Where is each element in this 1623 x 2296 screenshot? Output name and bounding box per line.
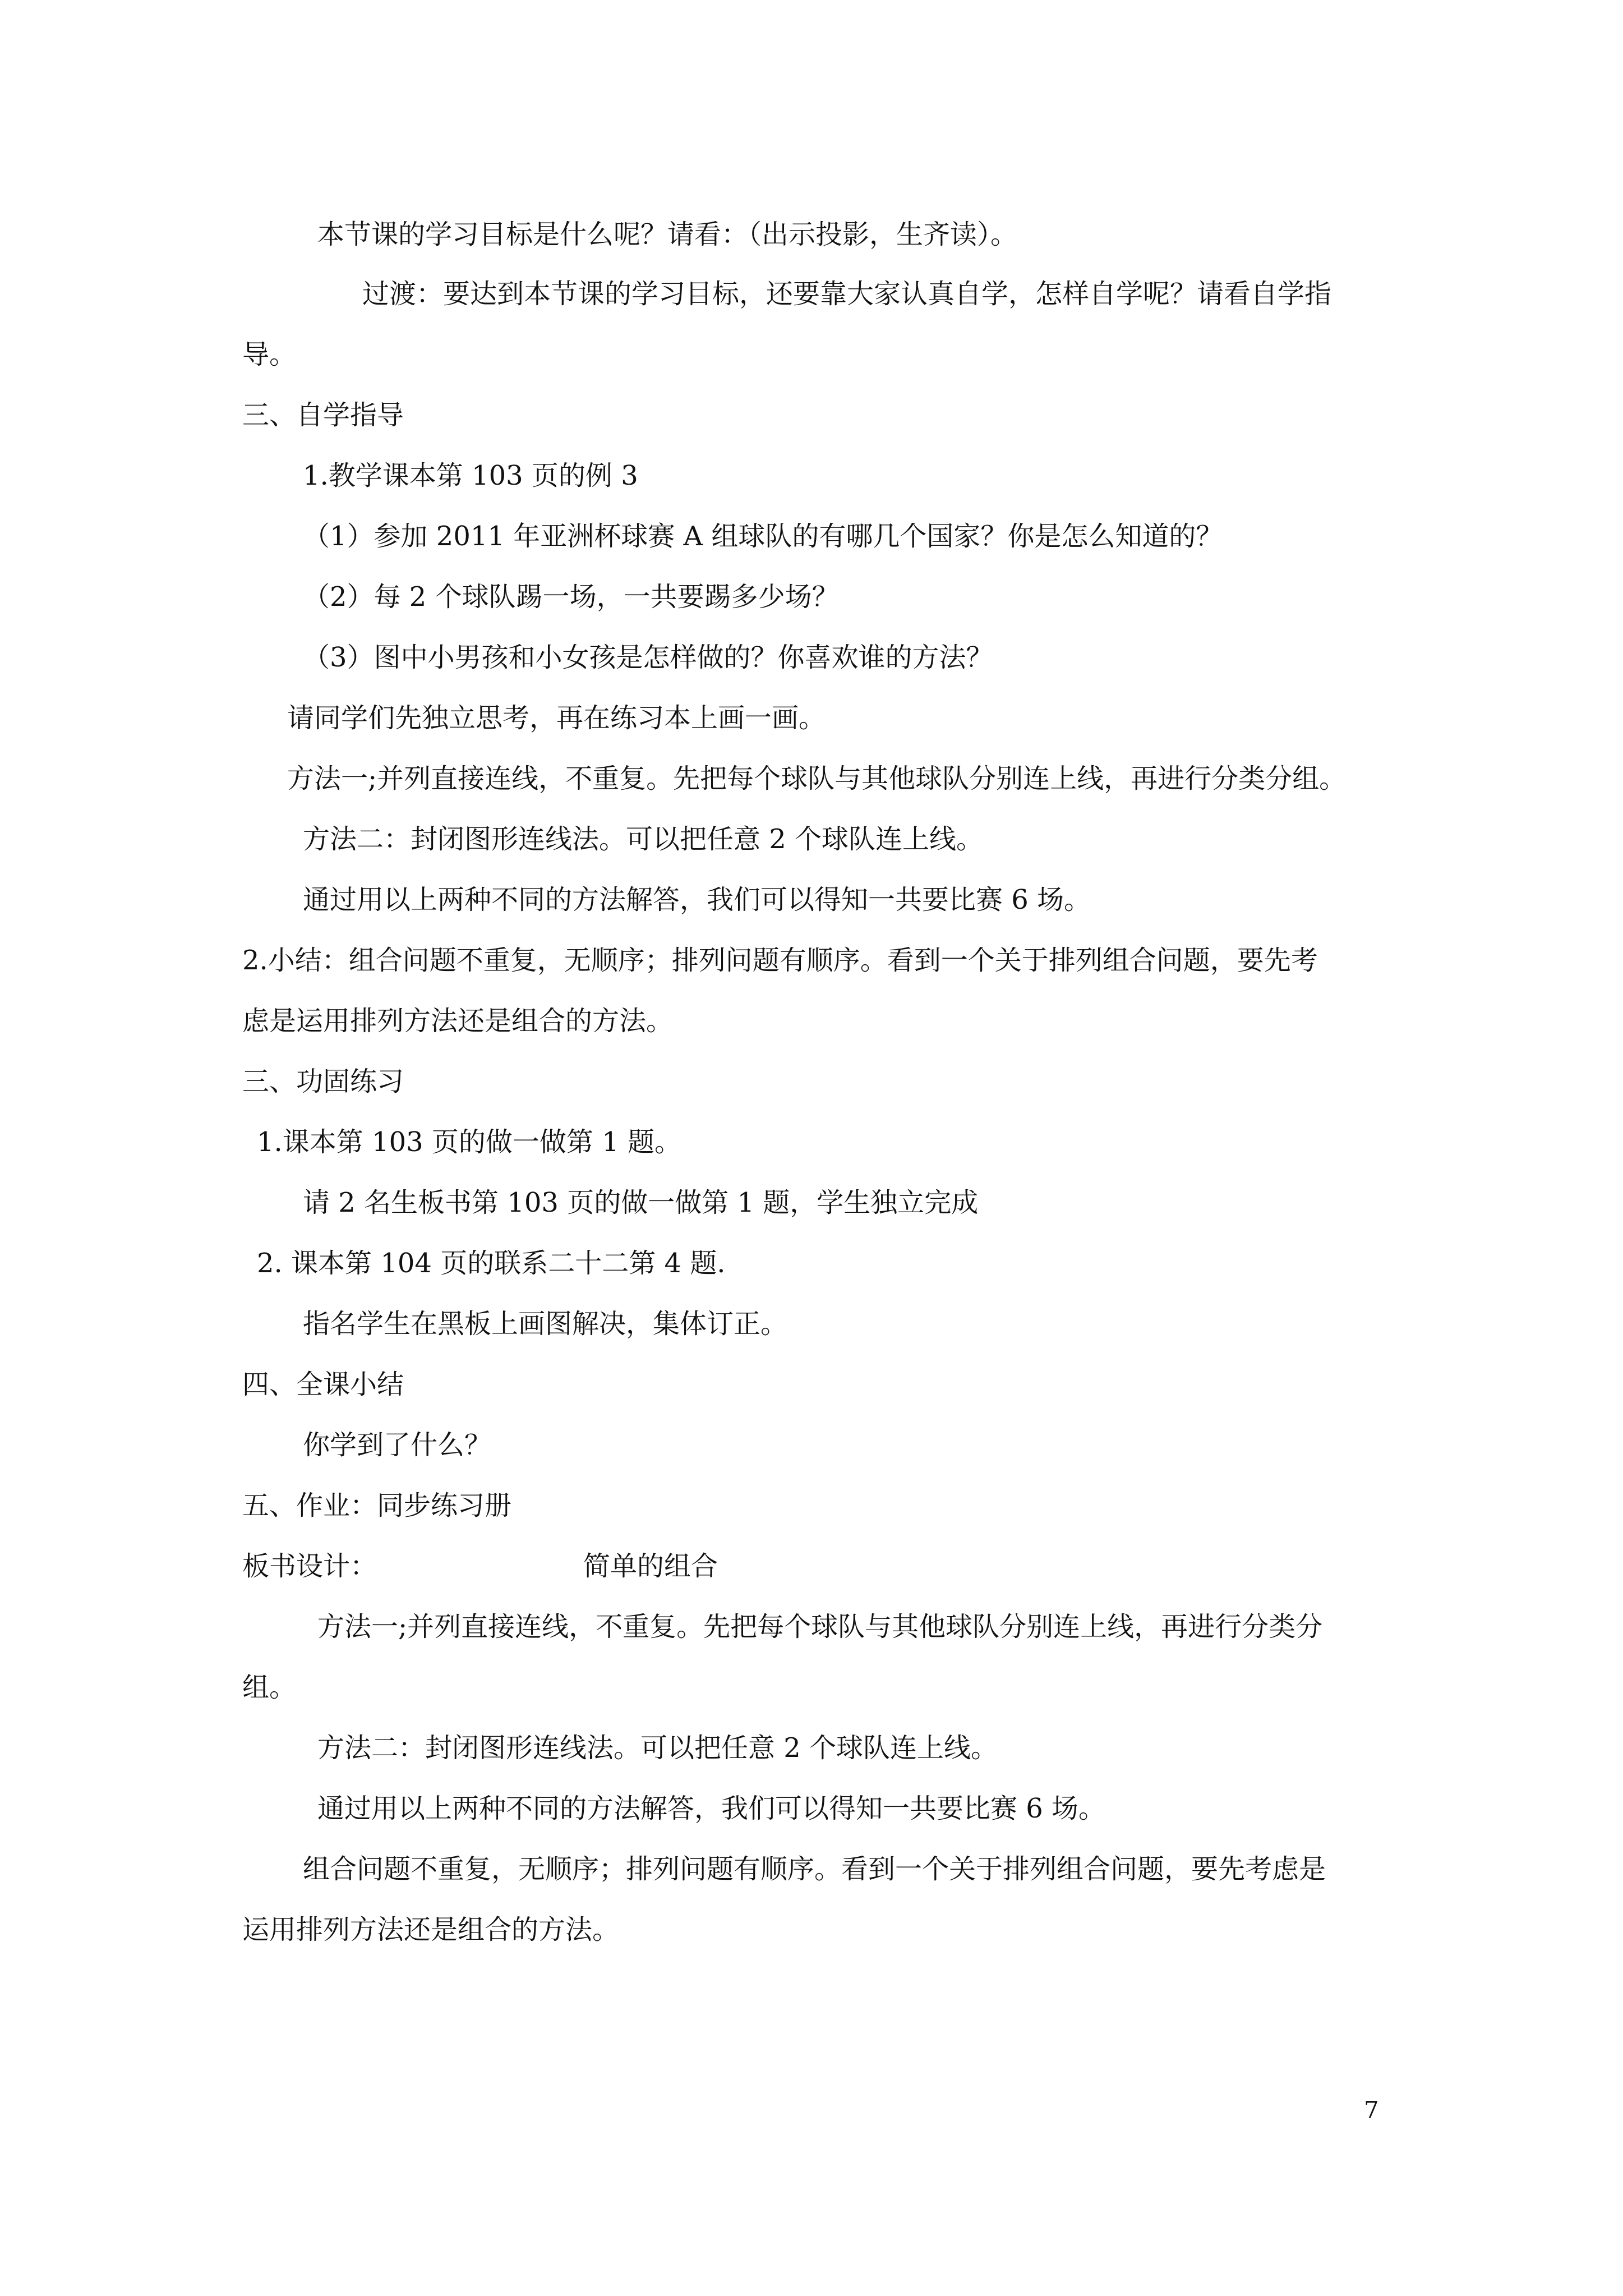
- section-heading-practice: 三、功固练习: [242, 1066, 404, 1097]
- practice-item-1: 1.课本第 103 页的做一做第 1 题。: [257, 1126, 681, 1158]
- practice-note-2: 指名学生在黑板上画图解决，集体订正。: [303, 1308, 788, 1340]
- summary-question: 你学到了什么？: [303, 1429, 492, 1461]
- board-method-two: 方法二：封闭图形连线法。可以把任意 2 个球队连上线。: [317, 1732, 998, 1764]
- conclusion-six-matches: 通过用以上两种不同的方法解答，我们可以得知一共要比赛 6 场。: [303, 884, 1091, 915]
- question-3: （3）图中小男孩和小女孩是怎样做的？你喜欢谁的方法？: [303, 642, 993, 673]
- method-one: 方法一;并列直接连线，不重复。先把每个球队与其他球队分别连上线，再进行分类分组。: [287, 763, 1347, 794]
- paragraph-transition-continued: 导。: [242, 339, 297, 370]
- method-two: 方法二：封闭图形连线法。可以把任意 2 个球队连上线。: [303, 823, 984, 855]
- practice-note-1: 请 2 名生板书第 103 页的做一做第 1 题，学生独立完成: [303, 1187, 979, 1218]
- board-method-one-continued: 组。: [242, 1672, 297, 1703]
- paragraph-think-and-draw: 请同学们先独立思考，再在练习本上画一画。: [287, 702, 826, 734]
- board-summary: 组合问题不重复，无顺序；排列问题有顺序。看到一个关于排列组合问题，要先考虑是: [303, 1853, 1326, 1885]
- board-design-label: 板书设计：: [242, 1550, 377, 1582]
- paragraph-learning-goal: 本节课的学习目标是什么呢？请看：（出示投影，生齐读）。: [317, 219, 1018, 250]
- section-heading-self-study: 三、自学指导: [242, 399, 404, 431]
- board-conclusion: 通过用以上两种不同的方法解答，我们可以得知一共要比赛 6 场。: [317, 1793, 1106, 1824]
- paragraph-transition: 过渡：要达到本节课的学习目标，还要靠大家认真自学，怎样自学呢？请看自学指: [362, 278, 1332, 310]
- page-number: 7: [1364, 2096, 1379, 2124]
- summary-item-continued: 虑是运用排列方法还是组合的方法。: [242, 1005, 674, 1037]
- board-summary-continued: 运用排列方法还是组合的方法。: [242, 1914, 620, 1945]
- summary-item: 2.小结：组合问题不重复，无顺序；排列问题有顺序。看到一个关于排列组合问题，要先考: [242, 945, 1318, 976]
- section-heading-summary: 四、全课小结: [242, 1369, 404, 1400]
- list-item-example-3: 1.教学课本第 103 页的例 3: [303, 460, 638, 491]
- section-heading-homework: 五、作业：同步练习册: [242, 1490, 512, 1521]
- practice-item-2: 2. 课本第 104 页的联系二十二第 4 题.: [257, 1248, 726, 1279]
- board-method-one: 方法一;并列直接连线，不重复。先把每个球队与其他球队分别连上线，再进行分类分: [317, 1611, 1323, 1642]
- question-1: （1）参加 2011 年亚洲杯球赛 A 组球队的有哪几个国家？你是怎么知道的？: [303, 521, 1223, 552]
- board-design-title: 简单的组合: [583, 1550, 718, 1582]
- question-2: （2）每 2 个球队踢一场，一共要踢多少场？: [303, 581, 839, 613]
